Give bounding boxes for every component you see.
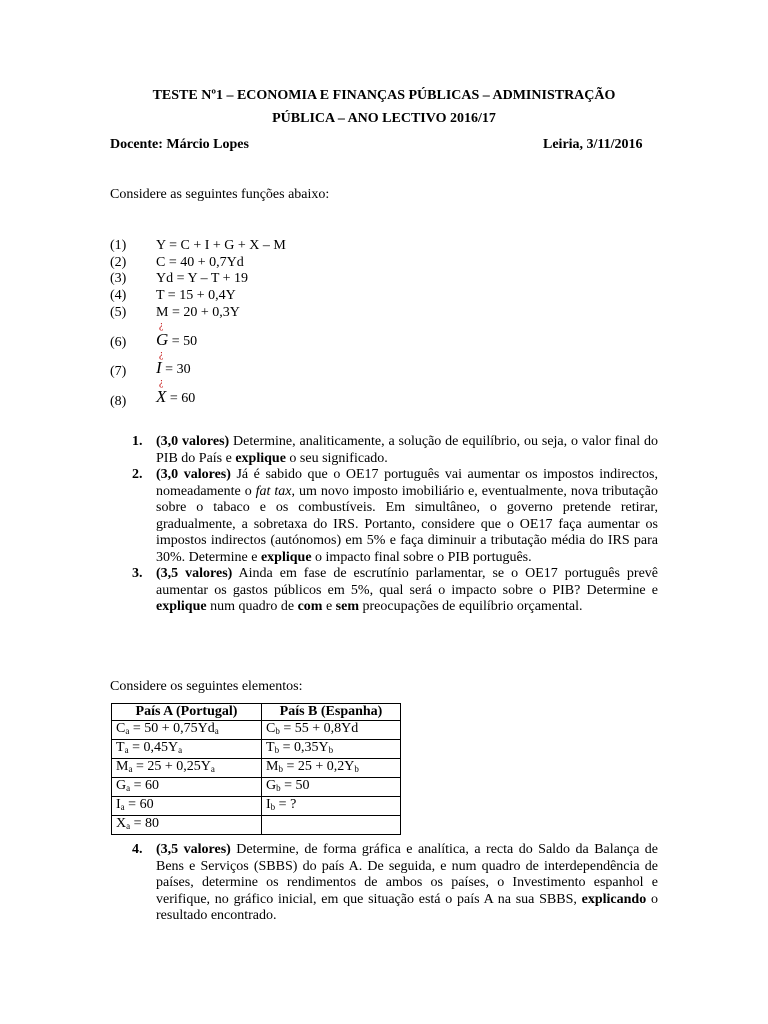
equation-symbol: X	[156, 387, 167, 406]
question-emphasis: explique	[156, 599, 207, 614]
question-item	[110, 434, 658, 467]
cell-sub: a	[125, 726, 130, 736]
question-text: preocupações de equilíbrio orçamental.	[359, 599, 583, 614]
table-cell	[262, 778, 401, 797]
table-cell	[262, 759, 401, 778]
cell-var: I	[116, 797, 121, 812]
question-text: o impacto final sobre o PIB português.	[311, 549, 532, 565]
table-row	[112, 759, 401, 778]
question-emphasis: sem	[335, 599, 359, 614]
equation-number: (1)	[110, 238, 127, 253]
equation-value: = 50	[168, 334, 198, 349]
cell-var: M	[266, 759, 279, 774]
table-cell	[262, 740, 401, 759]
cell-text: = 80	[130, 816, 160, 831]
question-italic: fat tax	[255, 483, 292, 499]
table-row	[112, 816, 401, 835]
cell-text: = 50	[280, 778, 310, 793]
equation-number: (3)	[110, 271, 127, 286]
equation-text: T = 15 + 0,4Y	[156, 288, 236, 303]
cell-sub: a	[126, 783, 131, 793]
table-cell	[112, 721, 262, 740]
question-text: o seu significado.	[285, 450, 388, 466]
cell-var: X	[116, 816, 127, 831]
cell-text: = 0,45Y	[128, 740, 179, 755]
equation-number: (2)	[110, 255, 127, 270]
missing-glyph-mark: ¿	[159, 320, 164, 331]
question-points: (3,0 valores)	[156, 467, 231, 482]
cell-sub: b	[278, 764, 283, 774]
question-points: (3,5 valores)	[156, 842, 231, 857]
cell-text: = 50 + 0,75Yd	[129, 721, 215, 736]
cell-text: = 60	[130, 778, 160, 793]
table-cell	[112, 759, 262, 778]
equation-text	[156, 358, 191, 378]
cell-var: C	[266, 721, 276, 736]
question-emphasis: com	[297, 599, 323, 614]
column-header: País A (Portugal)	[112, 704, 262, 721]
cell-var: I	[266, 797, 271, 812]
table-row	[112, 778, 401, 797]
cell-sub: b	[328, 745, 334, 755]
cell-text: = 60	[124, 797, 154, 812]
question-points: (3,0 valores)	[156, 434, 230, 449]
question-text: Já é sabido que o OE17 português vai aumentar os impostos indirectos, nomeadamente o	[156, 467, 658, 499]
table-cell	[112, 816, 262, 835]
cell-text: = 0,35Y	[279, 740, 329, 755]
cell-sub: a	[120, 802, 125, 812]
question-text: o resultado encontrado.	[156, 891, 659, 923]
cell-sub: b	[276, 783, 281, 793]
document-title-line-2: PÚBLICA – ANO LECTIVO 2016/17	[272, 111, 496, 126]
cell-text: = 25 + 0,2Y	[282, 759, 355, 774]
question-text: Determine, analiticamente, a solução de equilíbrio, ou seja, o valor final do PIB do País e	[156, 434, 658, 466]
equation-number: (8)	[110, 394, 127, 409]
question-item	[110, 467, 658, 566]
cell-var: G	[116, 778, 127, 793]
table-row	[112, 721, 401, 740]
place-date: Leiria, 3/11/2016	[543, 137, 643, 152]
cell-var: G	[266, 778, 277, 793]
cell-text: = ?	[275, 797, 297, 812]
equation-text: Yd = Y – T + 19	[156, 271, 249, 286]
column-header: País B (Espanha)	[262, 704, 401, 721]
cell-sub: a	[128, 764, 133, 774]
cell-var: T	[266, 740, 275, 755]
question-text: num quadro de	[206, 599, 298, 614]
question-points: (3,5 valores)	[156, 566, 233, 581]
question-item	[110, 566, 658, 616]
table-cell	[112, 797, 262, 816]
table-cell	[262, 721, 401, 740]
equation-text: C = 40 + 0,7Yd	[156, 255, 244, 270]
question-text: Ainda em fase de escrutínio parlamentar, se o OE17 português prevê aumentar os gastos públicos em 5%, qual será o impacto sobre o PIB? Determine e	[156, 566, 659, 598]
table-header-row	[112, 704, 401, 721]
elements-intro: Considere os seguintes elementos:	[110, 679, 303, 694]
equation-text	[156, 387, 195, 407]
cell-sub: b	[275, 726, 280, 736]
table-cell	[112, 778, 262, 797]
table-cell	[262, 797, 401, 816]
equation-text: Y = C + I + G + X – M	[156, 238, 286, 253]
question-text: , um novo imposto imobiliário e, eventualmente, nova tributação sobre o tabaco e os combustíveis. Em simultâneo, o governo pretende retirar, gradualmente, a sobretaxa do IRS. Portanto, considere que o OE17 faça aumentar os impostos indirectos (autónomos) em 5% e faça diminuir a tributação média do IRS para 30%. Determine e	[156, 483, 658, 565]
question-list-1	[110, 434, 658, 616]
equation-value: = 30	[161, 362, 191, 377]
question-number: 1.	[132, 434, 143, 449]
cell-text: = 25 + 0,25Y	[132, 759, 211, 774]
cell-var: T	[116, 740, 125, 755]
missing-glyph-mark: ¿	[159, 377, 164, 388]
equation-symbol: G	[156, 330, 169, 349]
cell-text: = 55 + 0,8Yd	[279, 721, 359, 736]
question-emphasis: explicando	[581, 891, 647, 907]
document-title-line-1: TESTE Nº1 – ECONOMIA E FINANÇAS PÚBLICAS – ADMINISTRAÇÃO	[152, 88, 616, 103]
question-text: Determine, de forma gráfica e analítica, a recta do Saldo da Balança de Bens e Serviços (SBBS) do país A. De seguida, e num quadro de interdependência de países, determine os rendimentos de ambos os países, o Investimento espanhol e verifique, no gráfico inicial, em que situação está o país A na sua SBBS,	[156, 842, 658, 907]
question-emphasis: explique	[260, 549, 312, 565]
cell-sub: a	[126, 821, 131, 831]
equation-symbol: I	[156, 358, 162, 377]
equation-value: = 60	[166, 391, 196, 406]
table-row	[112, 740, 401, 759]
intro-text: Considere as seguintes funções abaixo:	[110, 187, 330, 202]
cell-sub: b	[354, 764, 359, 774]
equation-number: (4)	[110, 288, 127, 303]
cell-sub: a	[214, 726, 219, 736]
cell-sub: b	[274, 745, 280, 755]
question-emphasis: explique	[235, 450, 286, 466]
cell-sub: a	[124, 745, 129, 755]
equation-number: (6)	[110, 335, 127, 350]
cell-var: C	[116, 721, 126, 736]
missing-glyph-mark: ¿	[159, 349, 164, 360]
equation-number: (7)	[110, 364, 127, 379]
cell-sub: b	[270, 802, 276, 812]
equation-text: M = 20 + 0,3Y	[156, 305, 240, 320]
equation-number: (5)	[110, 305, 127, 320]
cell-var: M	[116, 759, 129, 774]
table-cell	[112, 740, 262, 759]
question-number: 4.	[132, 842, 143, 857]
table-cell-empty	[262, 816, 401, 835]
question-text: e	[322, 599, 336, 614]
question-number: 2.	[132, 467, 143, 482]
question-item	[110, 842, 658, 925]
elements-table	[111, 703, 401, 835]
teacher-name: Docente: Márcio Lopes	[110, 137, 249, 152]
cell-sub: a	[178, 745, 183, 755]
question-number: 3.	[132, 566, 143, 581]
table-row	[112, 797, 401, 816]
equation-text	[156, 330, 197, 350]
question-list-2	[110, 842, 658, 925]
cell-sub: a	[210, 764, 215, 774]
